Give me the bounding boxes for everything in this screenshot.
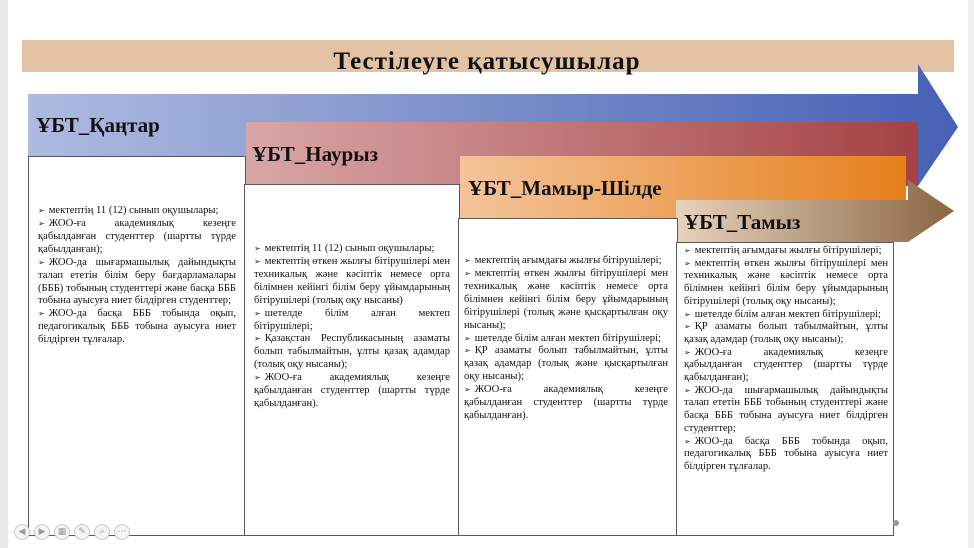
list-item: ➢ мектептің ағымдағы жылғы бітірушілері; bbox=[464, 255, 662, 266]
arrow-bullet-icon: ➢ bbox=[38, 218, 45, 228]
list-item: ➢ ЖОО-ға академиялық кезеңге қабылданған студенттер (шартты түрде қабылданған); bbox=[684, 346, 888, 384]
list-item: ➢ шетелде білім алған мектеп бітірушілері; bbox=[684, 308, 881, 320]
list-item: ➢ ҚР азаматы болып табылмайтын, ұлты қазақ адамдар (толық оқу нысаны); bbox=[684, 321, 888, 345]
arrow-bullet-icon: ➢ bbox=[254, 308, 261, 318]
arrow-bullet-icon: ➢ bbox=[464, 268, 471, 278]
list-item: ➢ мектептің 11 (12) сынып оқушылары; bbox=[254, 243, 435, 254]
laser-pointer-icon bbox=[893, 520, 899, 526]
arrow-bullet-icon: ➢ bbox=[254, 244, 261, 253]
list-item: ➢ ЖОО-ға академиялық кезеңге қабылданған студенттер (шартты түрде қабылданған). bbox=[464, 384, 668, 422]
list-item: ➢ мектептің өткен жылғы бітірушілері мен техникалық және кәсіптік немесе орта білімнен кейінгі білім беру ұйымдарының бітірушілері (толық оқу нысаны); bbox=[684, 257, 888, 307]
arrow-bullet-icon: ➢ bbox=[684, 309, 691, 319]
slideshow-nav bbox=[14, 524, 130, 540]
list-item: ➢ ЖОО-да шығармашылық дайындықты талап ететін білім беру бағдарламалары (БББ) тобының студенттері және басқа БББ тобына ауысуға ниет білдірген студенттер; bbox=[38, 256, 236, 307]
arrow-bullet-icon: ➢ bbox=[464, 385, 471, 395]
window-frame-right bbox=[968, 0, 974, 548]
arrow-bullet-icon: ➢ bbox=[464, 333, 471, 343]
list-item: ➢ мектептің 11 (12) сынып оқушылары; bbox=[38, 205, 219, 216]
window-frame-left bbox=[0, 0, 8, 548]
next-icon[interactable]: ▶ bbox=[34, 524, 50, 540]
arrow-bullet-icon: ➢ bbox=[684, 436, 691, 446]
prev-icon[interactable]: ◀ bbox=[14, 524, 30, 540]
arrow-bullet-icon: ➢ bbox=[684, 258, 691, 268]
arrow-bullet-icon: ➢ bbox=[464, 256, 471, 265]
stage-text-march bbox=[254, 243, 450, 411]
arrow-bullet-icon: ➢ bbox=[38, 257, 45, 267]
slide-title: Тестілеуге қатысушылар bbox=[333, 48, 641, 75]
list-item: ➢ ЖОО-ға академиялық кезеңге қабылданған студенттер (шартты түрде қабылданған); bbox=[38, 217, 236, 255]
list-item: ➢ ЖОО-ға академиялық кезеңге қабылданған студенттер (шартты түрде қабылданған). bbox=[254, 372, 450, 410]
arrow-bullet-icon: ➢ bbox=[254, 256, 261, 266]
arrow-bullet-icon: ➢ bbox=[684, 385, 691, 395]
zoom-icon[interactable]: ⌕ bbox=[94, 524, 110, 540]
notes-icon[interactable]: ✎ bbox=[74, 524, 90, 540]
list-item: ➢ мектептің өткен жылғы бітірушілері мен техникалық және кәсіптік немесе орта білімнен кейінгі білім беру ұйымдарының бітірушілері (толық оқу нысаны) bbox=[254, 255, 450, 306]
slides-icon[interactable]: ▦ bbox=[54, 524, 70, 540]
arrow-bullet-icon: ➢ bbox=[254, 373, 261, 383]
list-item: ➢ ЖОО-да шығармашылық дайындықты талап ететін БББ тобының студенттері және басқа БББ тобына ауысуға ниет білдірген студенттер; bbox=[684, 384, 888, 434]
list-item: ➢ Қазақстан Республикасының азаматы болып табылмайтын, ұлты қазақ адамдар (толық оқу нысаны); bbox=[254, 333, 450, 371]
arrow-bullet-icon: ➢ bbox=[38, 206, 45, 215]
list-item: ➢ ҚР азаматы болып табылмайтын, ұлты қазақ адамдар (толық және қысқартылған оқу нысаны); bbox=[464, 345, 668, 383]
stage-label-may-july: ҰБТ_Мамыр-Шілде bbox=[468, 176, 662, 200]
list-item: ➢ мектептің өткен жылғы бітірушілері мен техникалық және кәсіптік немесе орта білімнен кейінгі білім беру ұйымдарының бітірушілері (толық және қысқартылған оқу нысаны); bbox=[464, 267, 668, 331]
stage-label-august: ҰБТ_Тамыз bbox=[684, 210, 801, 234]
arrow-bullet-icon: ➢ bbox=[254, 334, 261, 344]
list-item: ➢ шетелде білім алған мектеп бітірушілері; bbox=[464, 332, 661, 344]
stage-label-march: ҰБТ_Наурыз bbox=[252, 142, 379, 166]
more-icon[interactable]: ⋯ bbox=[114, 524, 130, 540]
list-item: ➢ ЖОО-да басқа БББ тобында оқып, педагогикалық БББ тобына ауысуға ниет білдірген тұлғалар. bbox=[38, 308, 236, 346]
arrow-bullet-icon: ➢ bbox=[464, 346, 471, 356]
list-item: ➢ шетелде білім алған мектеп бітірушілері; bbox=[254, 307, 450, 332]
list-item: ➢ мектептің ағымдағы жылғы бітірушілері; bbox=[684, 245, 882, 256]
stage-text-may-july bbox=[464, 255, 668, 423]
stage-label-january: ҰБТ_Қаңтар bbox=[36, 113, 160, 137]
stage-text-august bbox=[684, 245, 888, 474]
arrow-bullet-icon: ➢ bbox=[684, 246, 691, 255]
arrow-bullet-icon: ➢ bbox=[38, 309, 45, 319]
list-item: ➢ ЖОО-да басқа БББ тобында оқып, педагогикалық БББ тобына ауысуға ниет білдірген тұлғалар. bbox=[684, 435, 888, 472]
arrow-bullet-icon: ➢ bbox=[684, 322, 691, 332]
stage-text-january bbox=[38, 205, 236, 347]
arrow-bullet-icon: ➢ bbox=[684, 347, 691, 357]
